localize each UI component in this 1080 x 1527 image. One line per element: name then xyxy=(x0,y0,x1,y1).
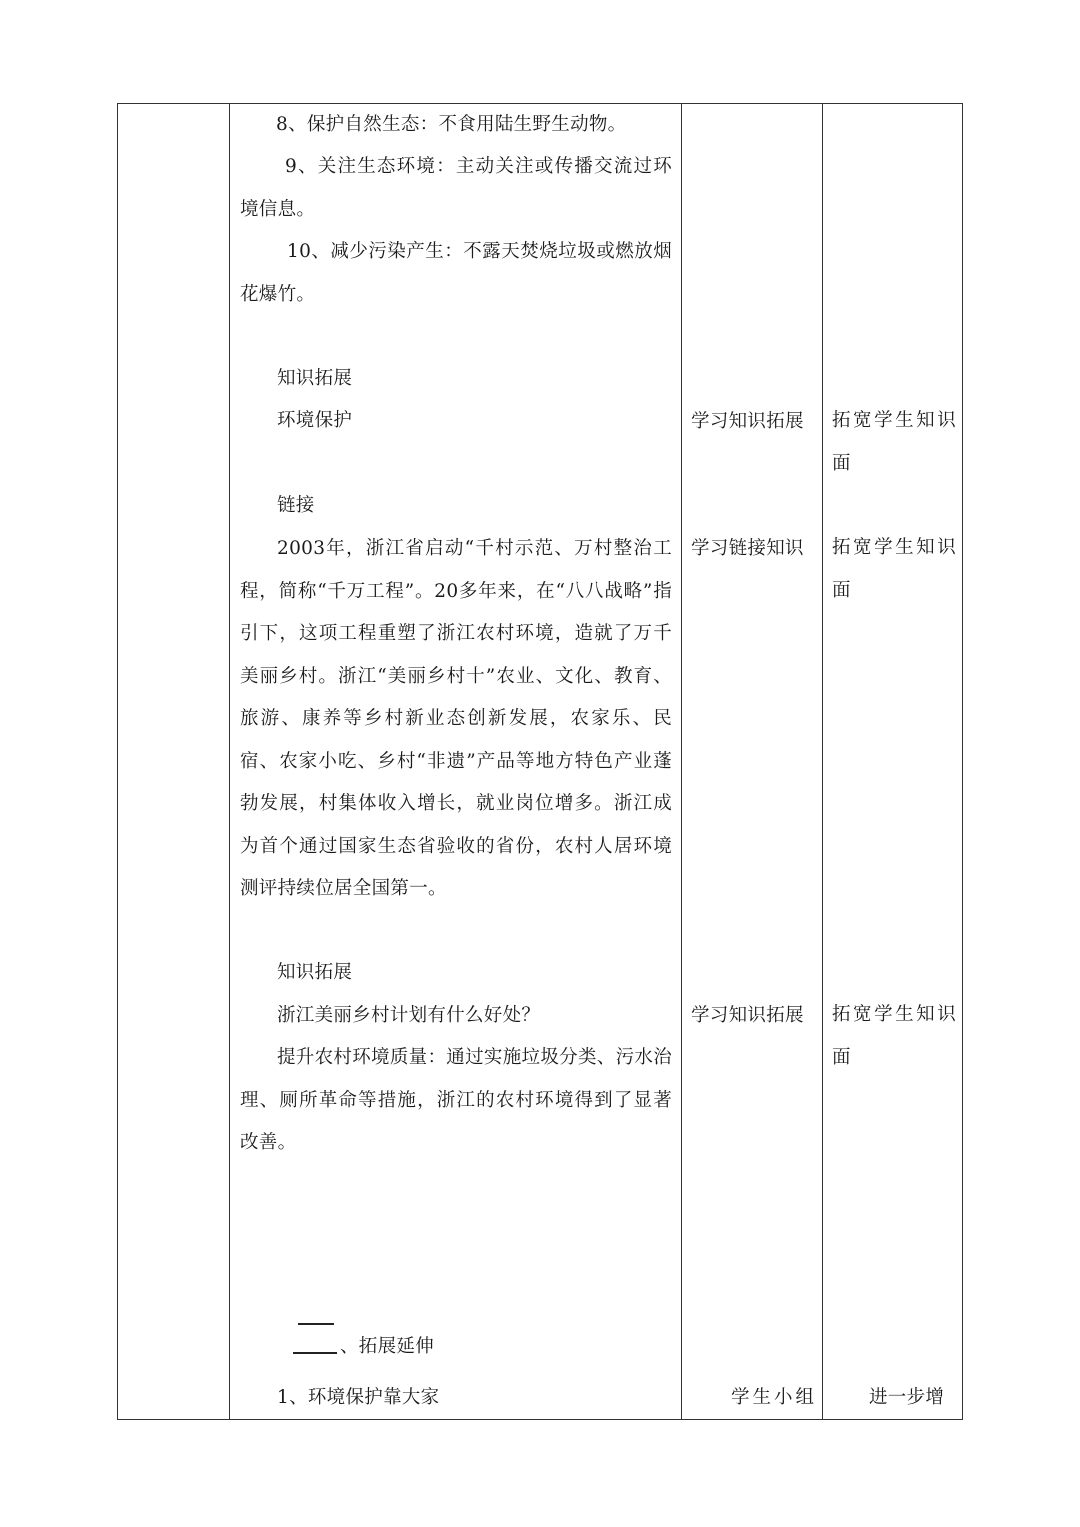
column-divider xyxy=(681,103,682,1420)
column-divider xyxy=(822,103,823,1420)
knowledge-extension-heading-2: 知识拓展 xyxy=(277,962,353,983)
design-intent: 拓宽学生知识面 xyxy=(832,537,956,601)
link-heading: 链接 xyxy=(277,495,315,516)
list-number-mark xyxy=(298,1323,334,1325)
student-activity: 学习知识拓展 xyxy=(691,411,804,432)
student-activity: 学习链接知识 xyxy=(691,538,804,559)
list-number-mark xyxy=(293,1352,337,1354)
link-paragraph: 2003年，浙江省启动“千村示范、万村整治工程，简称“千万工程”。20多年来，在“八八战略”指引下，这项工程重塑了浙江农村环境，造就了万千美丽乡村。浙江“美丽乡村十”农业、文化、教育、旅游、康养等乡村新业态创新发展，农家乐、民宿、农家小吃、乡村“非遗”产品等地方特色产业蓬勃发展，村集体收入增长，就业岗位增多。浙江成为首个通过国家生态省验收的省份，农村人居环境测评持续位居全国第一。 xyxy=(240,538,672,899)
design-intent: 拓宽学生知识面 xyxy=(832,410,956,474)
question-text: 浙江美丽乡村计划有什么好处？ xyxy=(277,1005,541,1026)
student-activity: 学生小组 xyxy=(731,1387,818,1408)
answer-paragraph: 提升农村环境质量：通过实施垃圾分类、污水治理、厕所革命等措施，浙江的农村环境得到了显著改善。 xyxy=(240,1047,672,1153)
column-divider xyxy=(229,103,230,1420)
section-title: 、拓展延伸 xyxy=(340,1336,435,1357)
item-1: 1、环境保护靠大家 xyxy=(277,1387,440,1408)
design-intent: 拓宽学生知识面 xyxy=(832,1004,956,1068)
knowledge-extension-heading: 知识拓展 xyxy=(277,368,353,389)
design-intent: 进一步增 xyxy=(869,1387,945,1408)
item-10: 10、减少污染产生：不露天焚烧垃圾或燃放烟花爆竹。 xyxy=(240,241,672,305)
environment-protection-title: 环境保护 xyxy=(277,410,353,431)
student-activity: 学习知识拓展 xyxy=(691,1005,804,1026)
item-8: 8、保护自然生态：不食用陆生野生动物。 xyxy=(276,114,627,135)
item-9: 9、关注生态环境：主动关注或传播交流过环境信息。 xyxy=(240,156,672,220)
